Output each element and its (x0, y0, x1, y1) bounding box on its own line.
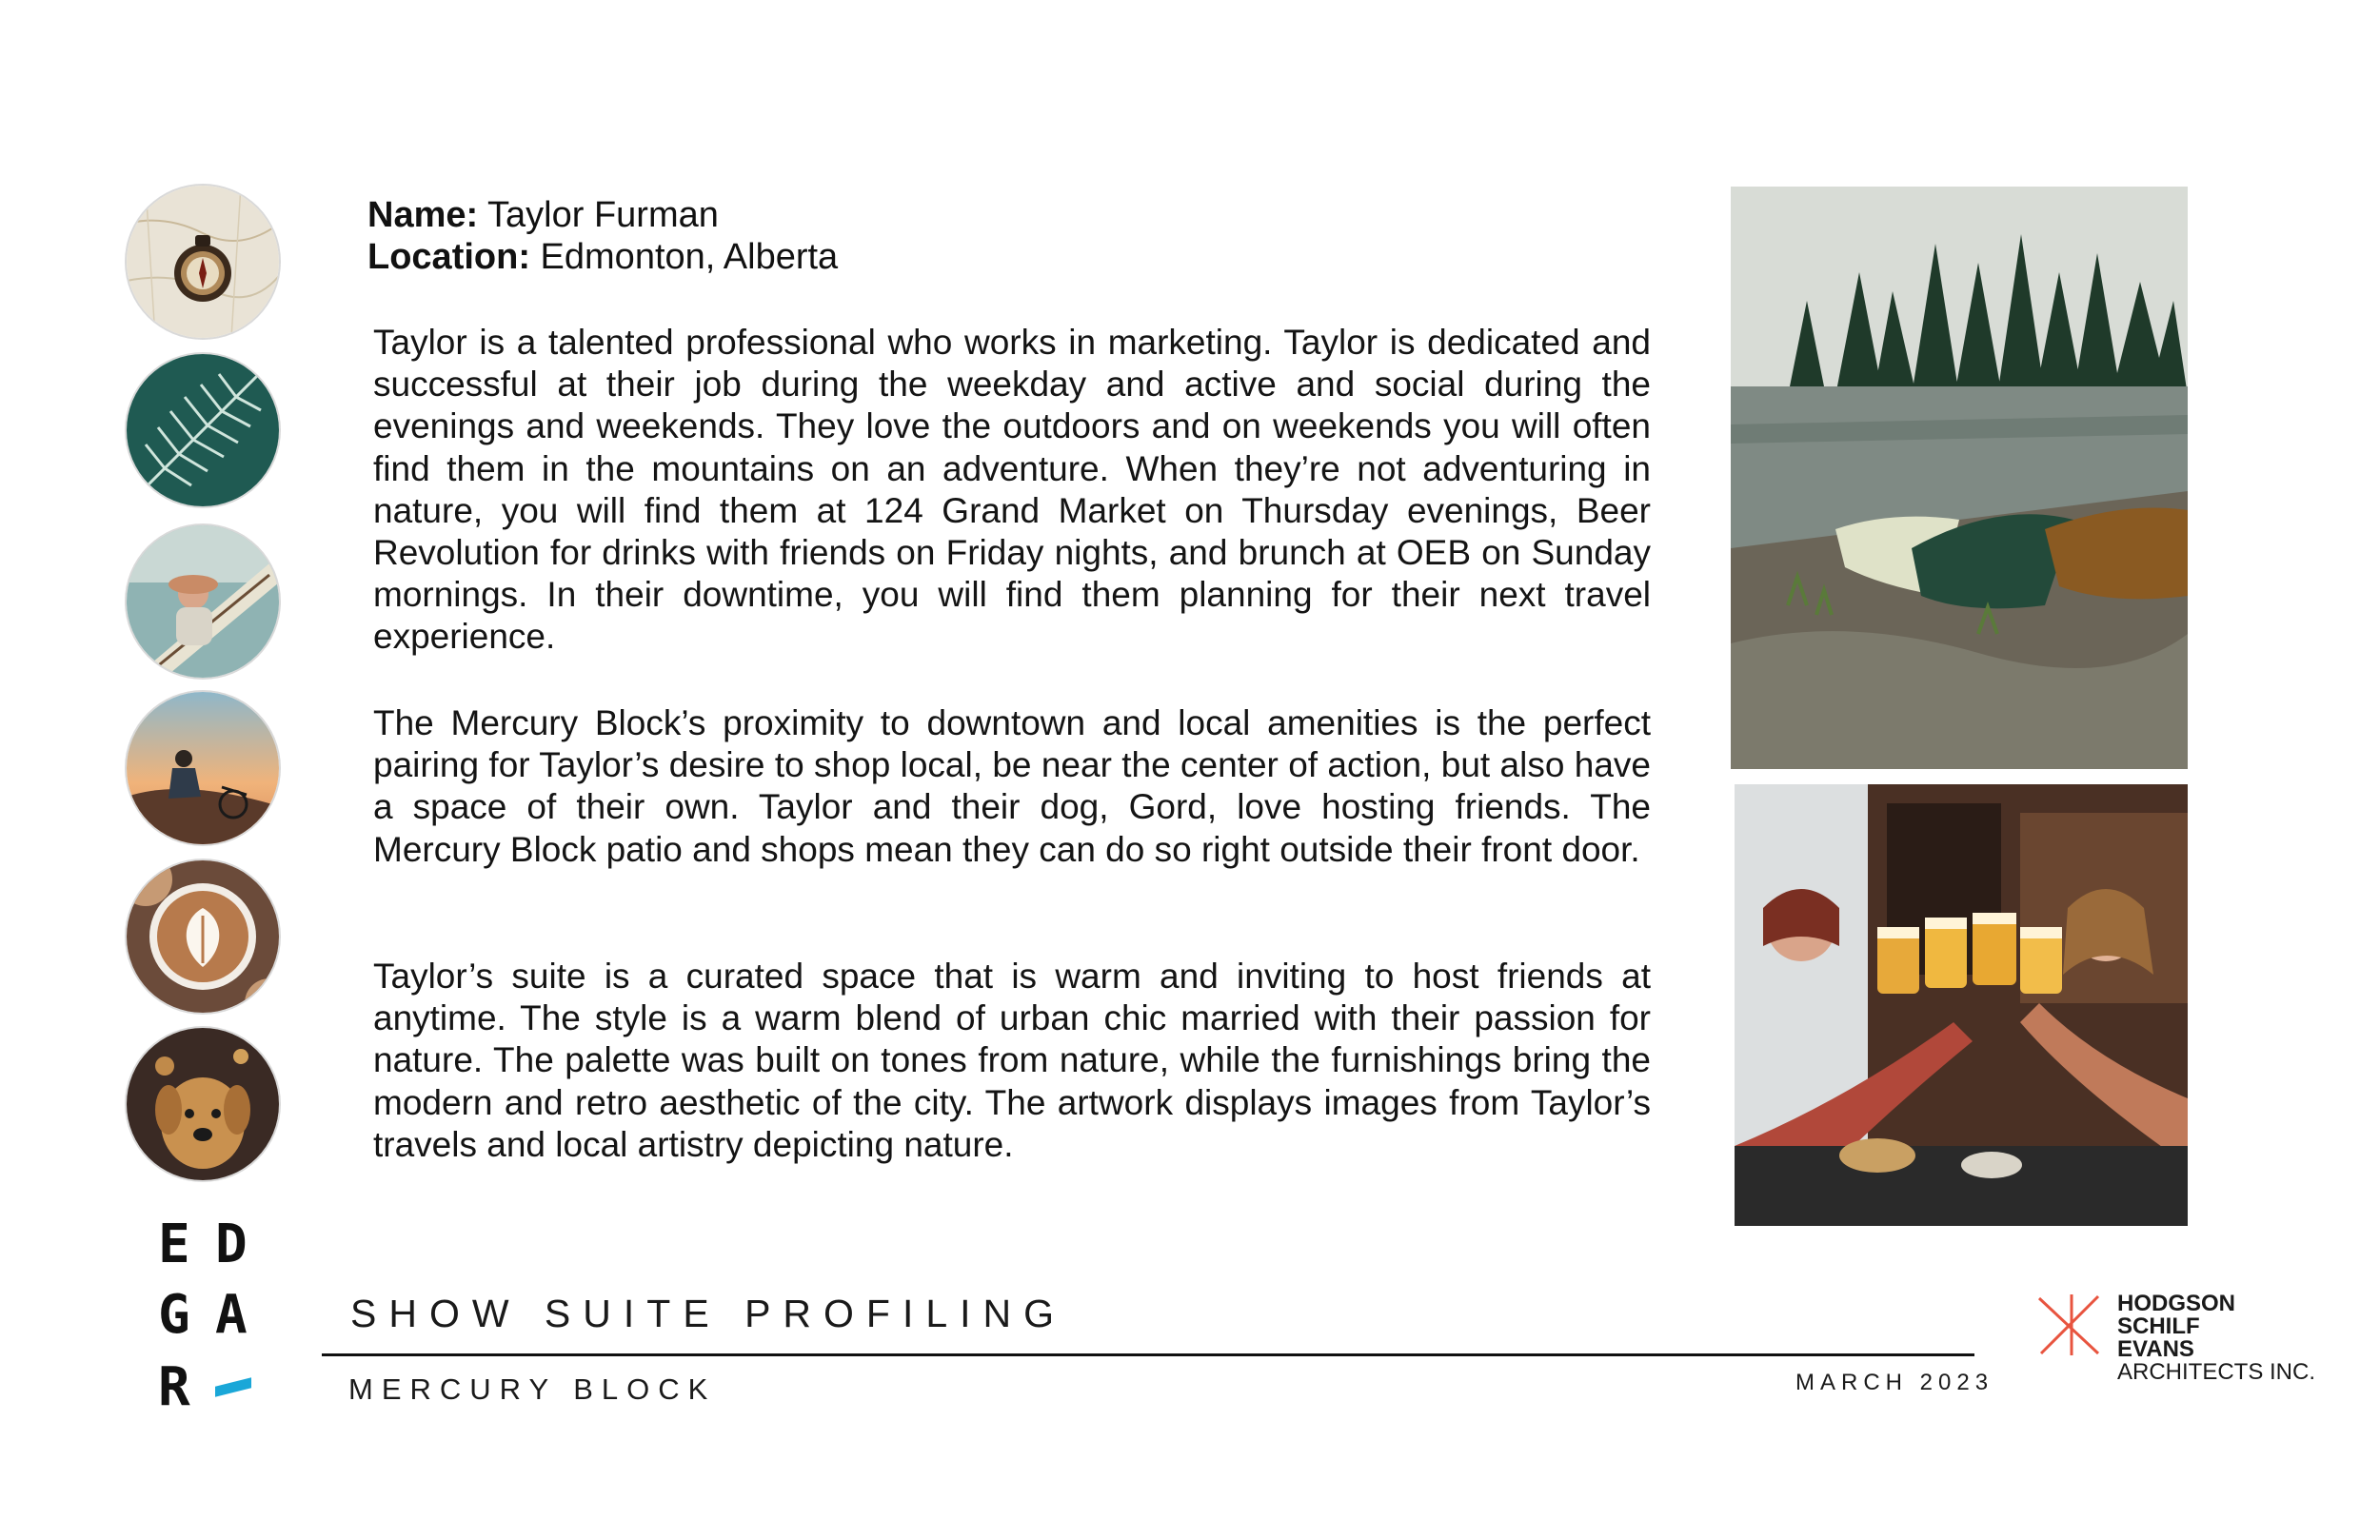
pine-branch-image (127, 354, 279, 506)
suite-paragraph: Taylor’s suite is a curated space that is warm and inviting to host friends at anytime. The style is a warm blend of urban chic married with their passion for nature. The palette was built on tones from nature, while the furnishings bring the modern and retro aesthetic of the city. The artwork displays images from Taylor’s travels and local artistry depicting nature. (373, 957, 1651, 1164)
compass-image (127, 186, 279, 338)
edgar-letter-a: A (215, 1284, 248, 1346)
friends-toast-photo (1735, 784, 2188, 1226)
location-value: Edmonton, Alberta (540, 237, 839, 277)
footer-date: MARCH 2023 (1795, 1370, 1994, 1395)
edgar-letter-e: E (158, 1214, 190, 1275)
hsea-line-4: ARCHITECTS INC. (2117, 1359, 2316, 1385)
golden-retriever-image (127, 1028, 279, 1180)
edgar-letter-d: D (215, 1214, 248, 1275)
hsea-line-3: EVANS (2117, 1336, 2194, 1362)
name-field (367, 194, 719, 236)
edgar-letter-r: R (158, 1356, 190, 1418)
location-field (367, 236, 838, 278)
edgar-letter-g: G (158, 1284, 190, 1346)
hiker-sunset-image (127, 692, 279, 844)
lake-canoes-photo (1731, 187, 2188, 769)
latte-art-image (127, 860, 279, 1013)
hsea-line-1: HODGSON (2117, 1291, 2236, 1316)
footer-divider (322, 1353, 1974, 1356)
name-label: Name: (367, 195, 479, 235)
hsea-logo-mark-icon (2037, 1294, 2100, 1355)
location-label: Location: (367, 237, 530, 277)
location-paragraph: The Mercury Block’s proximity to downtown and local amenities is the perfect pairing for Taylor’s desire to shop local, be near the center of action, but also have a space of their own. Taylor and their dog, Gord, love hosting friends. The Mercury Block patio and shops mean they can do so right outside their front door. (373, 703, 1651, 869)
footer-subtitle: MERCURY BLOCK (348, 1372, 717, 1406)
name-value: Taylor Furman (487, 195, 719, 235)
canoe-person-image (127, 525, 279, 678)
hsea-logo-text (2117, 1293, 2315, 1384)
footer-title: SHOW SUITE PROFILING (350, 1292, 1067, 1335)
hsea-line-2: SCHILF (2117, 1313, 2200, 1339)
edgar-accent-dash (215, 1377, 251, 1396)
bio-paragraph: Taylor is a talented professional who works in marketing. Taylor is dedicated and successful at their job during the weekday and active and social during the evenings and weekends. They love the outdoors and on weekends you will often find them in the mountains on an adventure. When they’re not adventuring in nature, you will find them at 124 Grand Market on Thursday evenings, Beer Revolution for drinks with friends on Friday nights, and brunch at OEB on Sunday mornings. In their downtime, you will find them planning for their next travel experience. (373, 323, 1651, 657)
edgar-logo (158, 1214, 263, 1418)
